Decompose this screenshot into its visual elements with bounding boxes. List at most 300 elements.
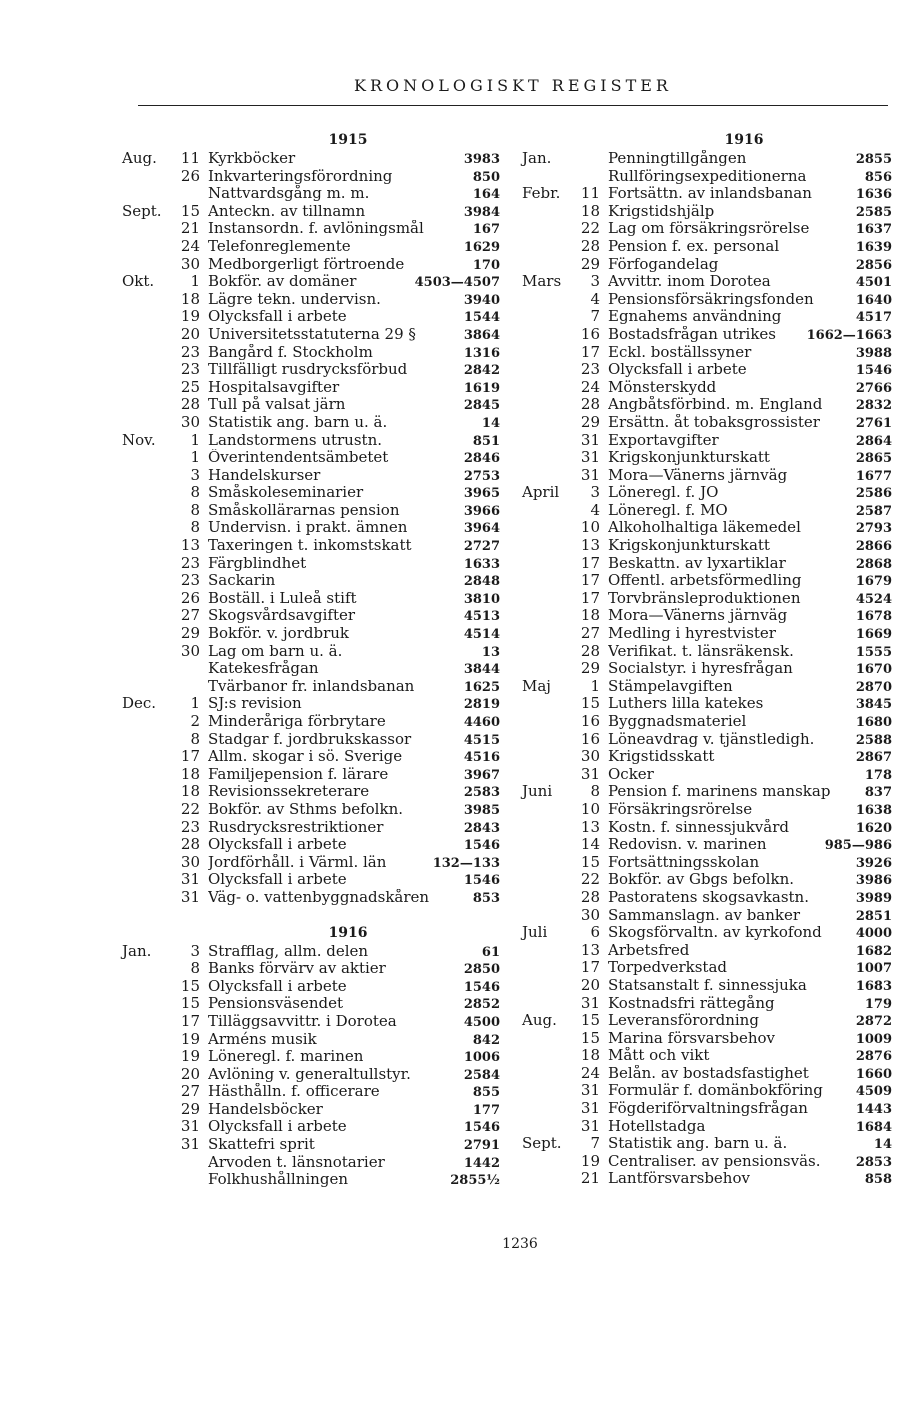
entry-title: Minderåriga förbrytare: [208, 713, 386, 730]
entry-day: 22: [180, 799, 200, 818]
entry-ref: 2856: [855, 257, 892, 273]
entry-ref: 3844: [463, 662, 500, 678]
entry-day: 20: [180, 324, 200, 343]
register-entry: [122, 273, 500, 291]
entry-title: Arbetsfred: [608, 941, 690, 959]
entry-ref: 3966: [463, 503, 500, 519]
entry-title: Kostnadsfri rättegång: [608, 994, 775, 1012]
entry-day: 26: [180, 588, 200, 607]
register-entry: [522, 291, 892, 309]
entry-title: Universitetsstatuterna 29 §: [208, 325, 416, 343]
register-entry: [522, 783, 892, 801]
register-entry: [122, 449, 500, 467]
entry-ref: 2583: [463, 785, 500, 801]
entry-title: Försäkringsrörelse: [608, 800, 753, 818]
entry-title: Katekesfrågan: [208, 660, 319, 678]
register-entry: [122, 185, 500, 203]
register-entry: [122, 555, 500, 573]
entry-day: 8: [190, 729, 200, 748]
entry-day: 31: [580, 448, 600, 467]
entry-title: Pensionsförsäkringsfonden: [608, 290, 814, 308]
register-entry: [122, 748, 500, 766]
entry-day: 26: [180, 166, 200, 185]
entry-ref: 3984: [463, 204, 500, 220]
entry-ref: 842: [472, 1032, 500, 1048]
register-entry: [122, 995, 500, 1013]
entry-title: Småskollärarnas pension: [208, 501, 400, 519]
entry-day: 23: [180, 553, 200, 572]
entry-title: Fögderiförvaltningsfrågan: [608, 1100, 808, 1118]
entry-day: 16: [580, 324, 600, 343]
entry-day: 28: [180, 395, 200, 414]
register-entry: [522, 273, 892, 291]
entry-title: Sammanslagn. av banker: [608, 906, 801, 924]
entry-day: 25: [180, 377, 200, 396]
entry-ref: 170: [472, 257, 500, 273]
entry-ref: 1006: [463, 1050, 500, 1066]
entry-day: 23: [180, 817, 200, 836]
entry-ref: 4517: [855, 310, 892, 326]
entry-title: Olycksfall i arbete: [208, 1118, 347, 1136]
entry-ref: 2865: [855, 451, 892, 467]
register-entry: [522, 1153, 892, 1171]
entry-day: 1: [590, 676, 600, 695]
entry-ref: 856: [864, 169, 892, 185]
entry-ref: 3986: [855, 873, 892, 889]
register-entry: [122, 871, 500, 889]
register-entry: [522, 449, 892, 467]
entry-day: 6: [590, 923, 600, 942]
entry-ref: 1669: [855, 627, 892, 643]
entry-day: 23: [180, 360, 200, 379]
entry-title: Rusdrycksrestriktioner: [208, 818, 384, 836]
entry-day: 30: [180, 641, 200, 660]
entry-ref: 1546: [463, 873, 500, 889]
register-entry: [122, 978, 500, 996]
entry-day: 31: [580, 1099, 600, 1118]
entry-day: 31: [580, 465, 600, 484]
entry-ref: 2868: [855, 556, 892, 572]
entry-day: 27: [180, 606, 200, 625]
entry-ref: 1679: [855, 574, 892, 590]
register-entry: [122, 519, 500, 537]
entry-month: Juli: [522, 923, 548, 942]
register-entry: [122, 1048, 500, 1066]
entry-title: Beskattn. av lyxartiklar: [608, 554, 786, 572]
register-entry: [522, 836, 892, 854]
entry-title: Krigskonjunkturskatt: [608, 449, 770, 467]
register-entry: [122, 713, 500, 731]
entry-ref: 855: [472, 1085, 500, 1101]
register-entry: [522, 326, 892, 344]
entry-ref: 3983: [463, 152, 500, 167]
entry-day: 13: [580, 940, 600, 959]
register-entry: [522, 537, 892, 555]
register-entry: [522, 256, 892, 274]
register-entry: [522, 748, 892, 766]
register-entry: [522, 432, 892, 450]
entry-ref: 2855: [855, 152, 892, 167]
register-entry: [122, 256, 500, 274]
entry-ref: 1316: [463, 345, 500, 361]
register-entry: [122, 1136, 500, 1154]
register-entry: [522, 977, 892, 995]
register-entry: [522, 168, 892, 186]
entry-ref: 4460: [463, 715, 500, 730]
register-entry: [122, 643, 500, 661]
register-entry: [522, 308, 892, 326]
register-entry: [122, 326, 500, 344]
register-entry: [522, 519, 892, 537]
entry-title: Egnahems användning: [608, 308, 782, 326]
register-entry: [122, 203, 500, 221]
register-entry: [522, 766, 892, 784]
entry-title: Tilläggsavvittr. i Dorotea: [208, 1012, 397, 1030]
entry-title: Socialstyr. i hyresfrågan: [608, 660, 793, 678]
entry-ref: 1660: [855, 1066, 892, 1082]
entry-title: Olycksfall i arbete: [208, 308, 347, 326]
entry-day: 28: [180, 835, 200, 854]
register-entry: [522, 379, 892, 397]
entry-day: 31: [580, 430, 600, 449]
register-entry: [522, 414, 892, 432]
register-entry: [522, 502, 892, 520]
entry-ref: 1633: [463, 556, 500, 572]
register-entry: [522, 959, 892, 977]
entry-day: 17: [580, 342, 600, 361]
register-entry: [522, 203, 892, 221]
entry-title: Arméns musik: [208, 1030, 317, 1048]
entry-ref: 1640: [855, 292, 892, 308]
entry-day: 20: [180, 1064, 200, 1083]
entry-day: 8: [190, 518, 200, 537]
entry-title: Eckl. boställssyner: [608, 343, 752, 361]
entry-title: Luthers lilla katekes: [608, 695, 764, 713]
register-entry: [122, 238, 500, 256]
entry-ref: 3845: [855, 697, 892, 713]
entry-title: Väg- o. vattenbyggnadskåren: [208, 888, 430, 906]
entry-day: 30: [180, 412, 200, 431]
entry-title: Skattefri sprit: [208, 1136, 315, 1154]
entry-title: Fortsättningsskolan: [608, 853, 760, 871]
entry-day: 13: [580, 817, 600, 836]
register-entry: [122, 1171, 500, 1189]
entry-day: 24: [580, 1063, 600, 1082]
entry-title: Familjepension f. lärare: [208, 765, 389, 783]
entry-day: 18: [580, 201, 600, 220]
entry-ref: 2587: [855, 503, 892, 519]
entry-ref: 2850: [463, 962, 500, 978]
entry-day: 8: [190, 959, 200, 978]
entry-title: Rullföringsexpeditionerna: [608, 167, 807, 185]
entry-title: Mora—Vänerns järnväg: [608, 466, 788, 484]
register-entry: [122, 1031, 500, 1049]
entry-ref: 850: [472, 169, 500, 185]
entry-day: 23: [180, 571, 200, 590]
entry-title: Byggnadsmateriel: [608, 713, 747, 730]
register-entry: [522, 590, 892, 608]
entry-title: Strafflag, allm. delen: [208, 942, 369, 960]
entry-title: Hästhålln. f. officerare: [208, 1083, 380, 1101]
entry-ref: 2848: [463, 574, 500, 590]
entry-ref: 2791: [463, 1138, 500, 1154]
entry-ref: 164: [472, 187, 500, 203]
entry-ref: 13: [481, 644, 500, 660]
register-entry: [122, 220, 500, 238]
entry-title: Mora—Vänerns järnväg: [608, 607, 788, 625]
entry-day: 19: [180, 1047, 200, 1066]
entry-title: Landstormens utrustn.: [208, 431, 382, 449]
entry-title: Krigstidshjälp: [608, 202, 715, 220]
entry-day: 30: [580, 747, 600, 766]
right-column: [522, 130, 892, 1188]
entry-ref: 1009: [855, 1031, 892, 1047]
left-column: [122, 130, 500, 1189]
entry-title: Folkhushållningen: [208, 1171, 348, 1189]
entry-title: Bangård f. Stockholm: [208, 343, 373, 361]
entry-day: 2: [190, 712, 200, 730]
register-entry: [122, 695, 500, 713]
register-entry: [122, 1066, 500, 1084]
entry-ref: 3926: [855, 855, 892, 871]
entry-title: Statsanstalt f. sinnessjuka: [608, 976, 807, 994]
entry-month: Jan.: [122, 941, 152, 960]
entry-title: Hospitalsavgifter: [208, 378, 340, 396]
entry-title: Lägre tekn. undervisn.: [208, 290, 381, 308]
register-entry: [122, 854, 500, 872]
register-entry: [122, 1013, 500, 1031]
register-entry: [122, 379, 500, 397]
register-entry: [522, 1047, 892, 1065]
entry-title: Hotellstadga: [608, 1117, 706, 1135]
entry-title: Verifikat. t. länsräkensk.: [608, 642, 794, 660]
entry-title: Pension f. ex. personal: [608, 237, 780, 255]
entry-day: 8: [190, 500, 200, 519]
entry-day: 4: [590, 289, 600, 308]
register-entry: [522, 678, 892, 696]
entry-day: 22: [580, 219, 600, 238]
entry-title: Pensionsväsendet: [208, 995, 343, 1013]
entry-day: 1: [190, 694, 200, 713]
register-entry: [122, 396, 500, 414]
entry-title: Bokför. v. jordbruk: [208, 625, 349, 643]
entry-month: Nov.: [122, 430, 156, 449]
entry-title: Löneregl. f. marinen: [208, 1048, 364, 1066]
register-entry: [122, 960, 500, 978]
entry-ref: 1682: [855, 943, 892, 959]
entry-day: 15: [180, 976, 200, 995]
entry-title: Jordförhåll. i Värml. län: [208, 853, 387, 871]
entry-day: 24: [180, 236, 200, 255]
entry-ref: 1546: [855, 363, 892, 379]
register-entry: [522, 344, 892, 362]
register-entry: [122, 1083, 500, 1101]
entry-day: 31: [580, 764, 600, 783]
register-entry: [522, 1100, 892, 1118]
page-header: KRONOLOGISKT REGISTER: [354, 76, 672, 95]
entry-ref: 3989: [855, 890, 892, 906]
entry-day: 15: [580, 1011, 600, 1030]
entry-month: Aug.: [522, 1011, 557, 1030]
entry-day: 17: [580, 571, 600, 590]
entry-title: Överintendentsämbetet: [208, 449, 389, 467]
register-entry: [522, 396, 892, 414]
entry-title: Krigstidsskatt: [608, 748, 715, 766]
entry-title: Ocker: [608, 765, 654, 783]
register-entry: [122, 361, 500, 379]
register-entry: [122, 783, 500, 801]
entry-title: Mönsterskydd: [608, 378, 717, 396]
entry-day: 17: [180, 747, 200, 766]
entry-ref: 4503—4507: [414, 275, 500, 291]
entry-ref: 4500: [463, 1014, 500, 1030]
register-entry: [122, 484, 500, 502]
entry-day: 21: [180, 219, 200, 238]
entry-month: Juni: [522, 782, 553, 801]
entry-title: Statistik ang. barn u. ä.: [608, 1135, 788, 1153]
entry-ref: 2832: [855, 398, 892, 414]
entry-title: Allm. skogar i sö. Sverige: [208, 748, 403, 766]
entry-ref: 179: [864, 996, 892, 1012]
entry-day: 24: [580, 377, 600, 396]
entry-title: Medborgerligt förtroende: [208, 255, 405, 273]
register-entry: [122, 537, 500, 555]
entry-day: 22: [580, 870, 600, 889]
entry-ref: 61: [481, 944, 500, 960]
register-entry: [122, 432, 500, 450]
entry-title: Medling i hyrestvister: [608, 625, 776, 643]
entry-day: 28: [580, 887, 600, 906]
entry-title: Fortsättn. av inlandsbanan: [608, 185, 812, 203]
entry-title: Pension f. marinens manskap: [608, 783, 831, 801]
register-entry: [522, 1012, 892, 1030]
entry-ref: 4524: [855, 591, 892, 607]
entry-month: April: [522, 483, 560, 502]
entry-ref: 14: [873, 1137, 892, 1153]
entry-ref: 3965: [463, 486, 500, 502]
entry-ref: 2876: [855, 1049, 892, 1065]
entry-ref: 1625: [463, 679, 500, 695]
entry-day: 10: [580, 518, 600, 537]
entry-ref: 177: [472, 1102, 500, 1118]
entry-day: 1: [190, 448, 200, 467]
register-entry: [122, 168, 500, 186]
entry-ref: 2585: [855, 204, 892, 220]
entry-title: Olycksfall i arbete: [208, 836, 347, 854]
entry-ref: 2852: [463, 997, 500, 1013]
entry-title: Bokför. av Gbgs befolkn.: [608, 871, 794, 889]
entry-ref: 4000: [855, 926, 892, 942]
entry-ref: 858: [864, 1172, 892, 1188]
entry-day: 30: [180, 852, 200, 871]
register-entry: [522, 819, 892, 837]
register-entry: [522, 572, 892, 590]
entry-title: Stämpelavgiften: [608, 677, 733, 695]
entry-title: Bostadsfrågan utrikes: [608, 325, 776, 343]
register-entry: [122, 291, 500, 309]
entry-title: Löneregl. f. JO: [608, 484, 719, 502]
entry-ref: 1544: [463, 310, 500, 326]
entry-title: Exportavgifter: [608, 431, 719, 449]
entry-ref: 1636: [855, 187, 892, 203]
entry-ref: 1442: [463, 1155, 500, 1171]
register-entry: [122, 467, 500, 485]
entry-day: 16: [580, 729, 600, 748]
entry-title: Sackarin: [208, 572, 276, 590]
entry-title: Penningtillgången: [608, 150, 747, 167]
entry-title: SJ:s revision: [208, 695, 302, 713]
entry-title: Instansordn. f. avlöningsmål: [208, 220, 424, 238]
entry-day: 17: [180, 1011, 200, 1030]
register-entry: [522, 660, 892, 678]
entry-title: Skogsförvaltn. av kyrkofond: [608, 924, 822, 942]
register-entry: [522, 942, 892, 960]
entry-day: 14: [580, 835, 600, 854]
entry-title: Taxeringen t. inkomstskatt: [208, 537, 412, 555]
entry-day: 10: [580, 799, 600, 818]
entry-ref: 2727: [463, 539, 500, 555]
register-entry: [522, 995, 892, 1013]
register-entry: [122, 572, 500, 590]
entry-title: Lag om försäkringsrörelse: [608, 220, 810, 238]
register-entry: [522, 220, 892, 238]
entry-day: 11: [180, 149, 200, 167]
entry-month: Maj: [522, 676, 551, 695]
entry-day: 18: [180, 764, 200, 783]
entry-ref: 1443: [855, 1102, 892, 1118]
entry-day: 30: [180, 254, 200, 273]
entry-month: Sept.: [122, 201, 162, 220]
register-entry: [522, 907, 892, 925]
entry-day: 28: [580, 641, 600, 660]
entry-title: Lag om barn u. ä.: [208, 642, 343, 660]
entry-ref: 1683: [855, 978, 892, 994]
register-entry: [122, 607, 500, 625]
entry-title: Bokför. av domäner: [208, 273, 357, 291]
entry-title: Handelsböcker: [208, 1100, 323, 1118]
entry-title: Krigskonjunkturskatt: [608, 537, 770, 555]
entry-ref: 4513: [463, 609, 500, 625]
entry-ref: 2819: [463, 697, 500, 713]
entry-day: 13: [180, 536, 200, 555]
register-entry: [122, 625, 500, 643]
register-entry: [122, 731, 500, 749]
register-entry: [122, 801, 500, 819]
entry-title: Inkvarteringsförordning: [208, 167, 393, 185]
entry-day: 3: [590, 483, 600, 502]
entry-day: 15: [180, 994, 200, 1013]
entry-day: 18: [580, 606, 600, 625]
entry-ref: 4514: [463, 627, 500, 643]
register-entry: [122, 308, 500, 326]
entry-day: 8: [590, 782, 600, 801]
entry-day: 31: [580, 1081, 600, 1100]
entry-day: 15: [580, 852, 600, 871]
entry-ref: 2855½: [450, 1173, 500, 1189]
register-entry: [122, 889, 500, 907]
register-entry: [522, 1118, 892, 1136]
register-entry: [522, 185, 892, 203]
entry-ref: 2866: [855, 539, 892, 555]
entry-day: 4: [590, 500, 600, 519]
entry-ref: 4516: [463, 750, 500, 766]
year-heading: 1916: [328, 924, 368, 941]
entry-ref: 1629: [463, 239, 500, 255]
entry-title: Färgblindhet: [208, 554, 307, 572]
entry-day: 28: [580, 395, 600, 414]
register-entry: [522, 607, 892, 625]
register-entry: [522, 713, 892, 731]
